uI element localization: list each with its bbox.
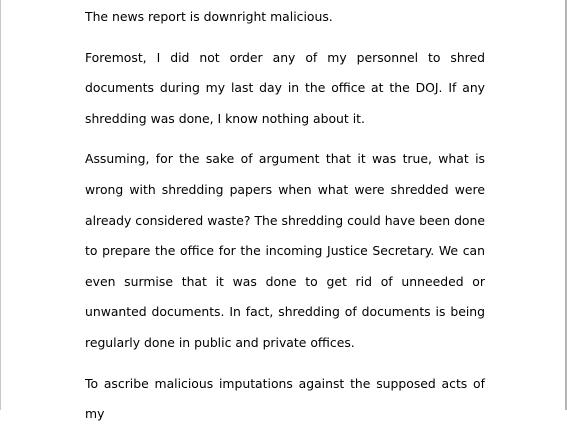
paragraph-3: Assuming, for the sake of argument that it was true, what is wrong with shredding papers when what were shredded were already considered waste? The shredding could have been done to prepare the office for the incoming Justice Secretary. We can even surmise that it was done to get rid of unneeded or unwanted documents. In fact, shredding of documents is being regularly done in public and private offices.	[85, 151, 485, 350]
page-left-edge	[0, 0, 1, 410]
paragraph-1: The news report is downright malicious.	[85, 9, 333, 24]
paragraph-2: Foremost, I did not order any of my personnel to shred documents during my last day in the office at the DOJ. If any shredding was done, I know nothing about it.	[85, 49, 485, 126]
paragraph-4: To ascribe malicious imputations against the supposed acts of my	[85, 375, 485, 422]
document-body	[85, 0, 485, 440]
